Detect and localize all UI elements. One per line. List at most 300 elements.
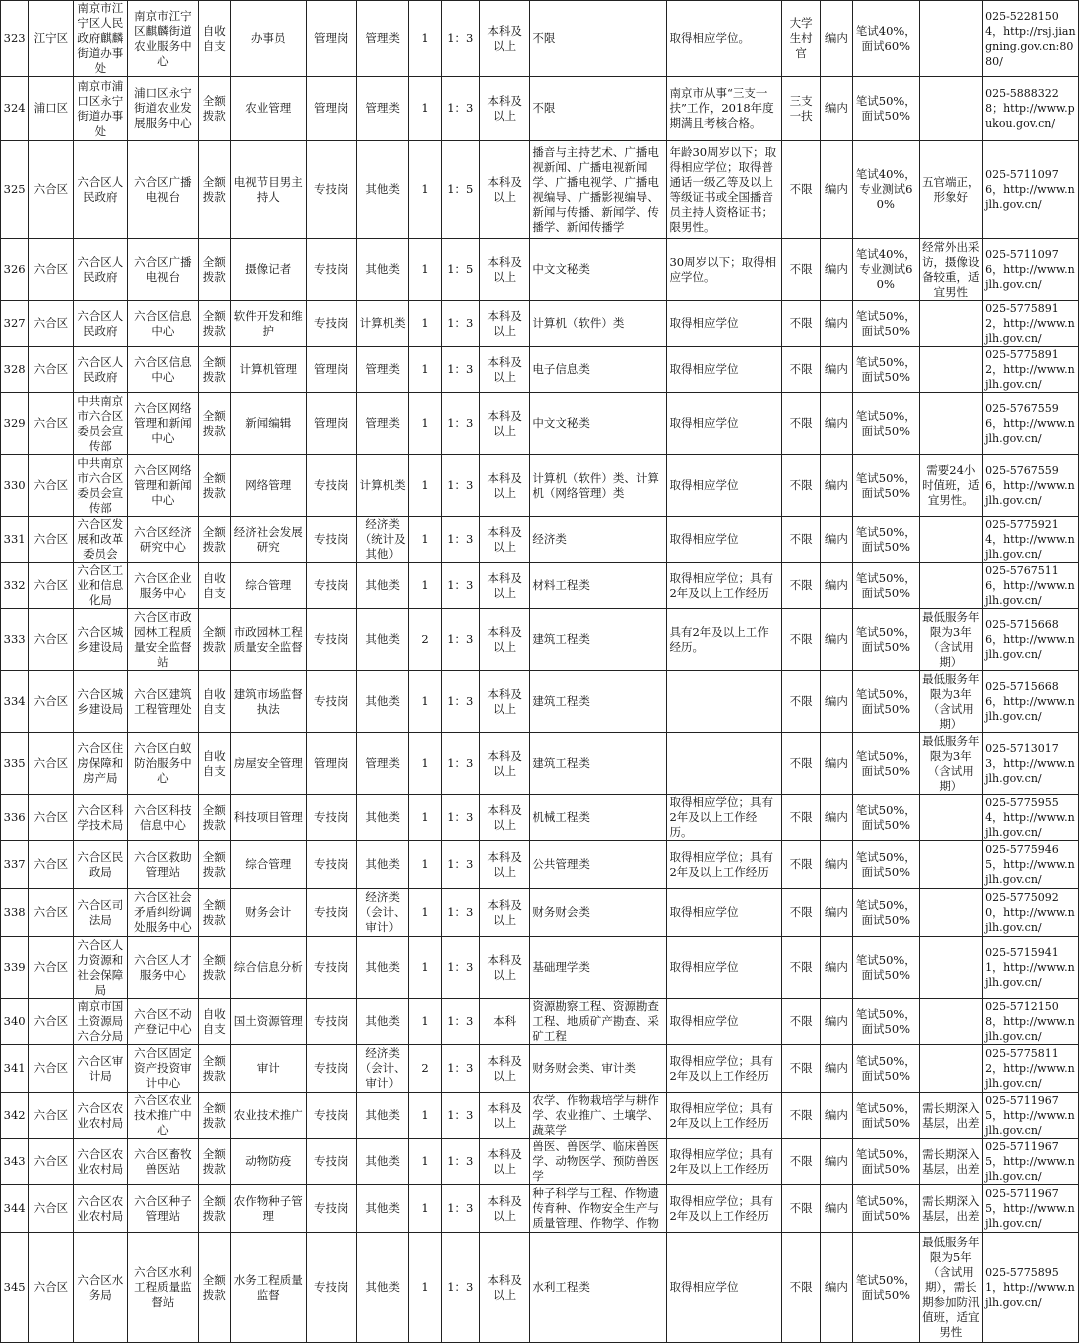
row-number-cell: 344 bbox=[1, 1185, 29, 1233]
unit-name-cell: 六合区人才服务中心 bbox=[128, 937, 199, 999]
recruit-count-cell: 1 bbox=[409, 141, 441, 239]
position-name-cell: 动物防疫 bbox=[230, 1139, 306, 1185]
unit-name-cell: 六合区固定资产投资审计中心 bbox=[128, 1045, 199, 1093]
score-weighting-cell: 笔试50%，面试50% bbox=[853, 1093, 920, 1139]
district-cell: 六合区 bbox=[29, 1139, 73, 1185]
funding-type-cell: 自收自支 bbox=[198, 671, 230, 733]
target-group-cell: 不限 bbox=[782, 795, 820, 841]
target-group-cell: 大学生村官 bbox=[782, 1, 820, 77]
post-category-cell: 管理类 bbox=[356, 393, 408, 455]
position-name-cell: 综合管理 bbox=[230, 563, 306, 609]
table-row bbox=[1, 1045, 1079, 1093]
district-cell: 六合区 bbox=[29, 517, 73, 563]
post-category-cell: 管理类 bbox=[356, 347, 408, 393]
post-type-cell: 管理岗 bbox=[306, 733, 356, 795]
contact-website-cell: 025-57119675，http://www.njlh.gov.cn/ bbox=[983, 1185, 1079, 1233]
remarks-cell bbox=[919, 1, 983, 77]
remarks-cell: 需长期深入基层，出差 bbox=[919, 1093, 983, 1139]
department-cell: 六合区审计局 bbox=[73, 1045, 127, 1093]
education-cell: 本科及以上 bbox=[479, 795, 529, 841]
remarks-cell bbox=[919, 347, 983, 393]
funding-type-cell: 全额拨款 bbox=[198, 455, 230, 517]
department-cell: 六合区人民政府 bbox=[73, 239, 127, 301]
major-cell: 基础理学类 bbox=[530, 937, 667, 999]
score-weighting-cell: 笔试50%，面试50% bbox=[853, 795, 920, 841]
exam-ratio-cell: 1：3 bbox=[441, 1139, 479, 1185]
recruit-count-cell: 1 bbox=[409, 77, 441, 141]
major-cell: 不限 bbox=[530, 1, 667, 77]
table-row bbox=[1, 1093, 1079, 1139]
post-category-cell: 其他类 bbox=[356, 609, 408, 671]
other-requirements-cell: 取得相应学位 bbox=[667, 455, 782, 517]
funding-type-cell: 全额拨款 bbox=[198, 77, 230, 141]
post-type-cell: 专技岗 bbox=[306, 999, 356, 1045]
district-cell: 江宁区 bbox=[29, 1, 73, 77]
funding-type-cell: 全额拨款 bbox=[198, 841, 230, 889]
staffing-type-cell: 编内 bbox=[820, 937, 852, 999]
funding-type-cell: 全额拨款 bbox=[198, 141, 230, 239]
contact-website-cell: 025-57759214，http://www.njlh.gov.cn/ bbox=[983, 517, 1079, 563]
target-group-cell: 不限 bbox=[782, 393, 820, 455]
department-cell: 六合区水务局 bbox=[73, 1233, 127, 1343]
education-cell: 本科及以上 bbox=[479, 1045, 529, 1093]
unit-name-cell: 六合区企业服务中心 bbox=[128, 563, 199, 609]
education-cell: 本科及以上 bbox=[479, 1139, 529, 1185]
remarks-cell bbox=[919, 1045, 983, 1093]
position-name-cell: 软件开发和维护 bbox=[230, 301, 306, 347]
post-type-cell: 专技岗 bbox=[306, 795, 356, 841]
staffing-type-cell: 编内 bbox=[820, 671, 852, 733]
unit-name-cell: 六合区广播电视台 bbox=[128, 239, 199, 301]
contact-website-cell: 025-57110976，http://www.njlh.gov.cn/ bbox=[983, 141, 1079, 239]
staffing-type-cell: 编内 bbox=[820, 239, 852, 301]
table-row bbox=[1, 1233, 1079, 1343]
education-cell: 本科及以上 bbox=[479, 393, 529, 455]
post-category-cell: 其他类 bbox=[356, 563, 408, 609]
education-cell: 本科及以上 bbox=[479, 347, 529, 393]
table-row bbox=[1, 795, 1079, 841]
other-requirements-cell: 取得相应学位；具有2年及以上工作经历 bbox=[667, 563, 782, 609]
score-weighting-cell: 笔试50%，面试50% bbox=[853, 1045, 920, 1093]
table-row bbox=[1, 141, 1079, 239]
row-number-cell: 338 bbox=[1, 889, 29, 937]
row-number-cell: 323 bbox=[1, 1, 29, 77]
recruit-count-cell: 1 bbox=[409, 733, 441, 795]
post-category-cell: 计算机类 bbox=[356, 301, 408, 347]
score-weighting-cell: 笔试50%，面试50% bbox=[853, 347, 920, 393]
contact-website-cell: 025-57758951，http://www.njlh.gov.cn/ bbox=[983, 1233, 1079, 1343]
position-name-cell: 综合管理 bbox=[230, 841, 306, 889]
department-cell: 南京市国土资源局六合分局 bbox=[73, 999, 127, 1045]
post-type-cell: 专技岗 bbox=[306, 1093, 356, 1139]
remarks-cell: 最低服务年限为3年（含试用期） bbox=[919, 671, 983, 733]
district-cell: 六合区 bbox=[29, 937, 73, 999]
target-group-cell: 不限 bbox=[782, 671, 820, 733]
target-group-cell: 不限 bbox=[782, 1185, 820, 1233]
recruit-count-cell: 1 bbox=[409, 563, 441, 609]
funding-type-cell: 全额拨款 bbox=[198, 937, 230, 999]
exam-ratio-cell: 1：3 bbox=[441, 889, 479, 937]
major-cell: 计算机（软件）类 bbox=[530, 301, 667, 347]
major-cell: 电子信息类 bbox=[530, 347, 667, 393]
recruit-count-cell: 1 bbox=[409, 889, 441, 937]
position-name-cell: 建筑市场监督执法 bbox=[230, 671, 306, 733]
contact-website-cell: 025-57159411，http://www.njlh.gov.cn/ bbox=[983, 937, 1079, 999]
department-cell: 六合区人民政府 bbox=[73, 141, 127, 239]
department-cell: 六合区住房保障和房产局 bbox=[73, 733, 127, 795]
row-number-cell: 340 bbox=[1, 999, 29, 1045]
funding-type-cell: 全额拨款 bbox=[198, 1045, 230, 1093]
post-type-cell: 管理岗 bbox=[306, 77, 356, 141]
post-type-cell: 专技岗 bbox=[306, 1233, 356, 1343]
post-category-cell: 其他类 bbox=[356, 1093, 408, 1139]
major-cell: 建筑工程类 bbox=[530, 609, 667, 671]
exam-ratio-cell: 1：3 bbox=[441, 999, 479, 1045]
contact-website-cell: 025-57675596，http://www.njlh.gov.cn/ bbox=[983, 393, 1079, 455]
district-cell: 六合区 bbox=[29, 347, 73, 393]
recruit-count-cell: 1 bbox=[409, 1093, 441, 1139]
recruit-count-cell: 1 bbox=[409, 937, 441, 999]
funding-type-cell: 全额拨款 bbox=[198, 1233, 230, 1343]
post-type-cell: 专技岗 bbox=[306, 455, 356, 517]
major-cell: 中文文秘类 bbox=[530, 239, 667, 301]
remarks-cell: 需长期深入基层，出差 bbox=[919, 1139, 983, 1185]
staffing-type-cell: 编内 bbox=[820, 1233, 852, 1343]
other-requirements-cell: 取得相应学位；具有2年及以上工作经历 bbox=[667, 1139, 782, 1185]
staffing-type-cell: 编内 bbox=[820, 1139, 852, 1185]
recruit-count-cell: 1 bbox=[409, 1139, 441, 1185]
remarks-cell: 最低服务年限为5年（含试用期），需长期参加防汛值班，适宜男性 bbox=[919, 1233, 983, 1343]
other-requirements-cell bbox=[667, 671, 782, 733]
exam-ratio-cell: 1：3 bbox=[441, 1185, 479, 1233]
funding-type-cell: 全额拨款 bbox=[198, 1185, 230, 1233]
target-group-cell: 不限 bbox=[782, 239, 820, 301]
recruit-count-cell: 1 bbox=[409, 671, 441, 733]
staffing-type-cell: 编内 bbox=[820, 455, 852, 517]
recruit-count-cell: 1 bbox=[409, 393, 441, 455]
target-group-cell: 不限 bbox=[782, 609, 820, 671]
recruit-count-cell: 1 bbox=[409, 999, 441, 1045]
funding-type-cell: 自收自支 bbox=[198, 563, 230, 609]
recruit-count-cell: 1 bbox=[409, 1233, 441, 1343]
post-category-cell: 其他类 bbox=[356, 1185, 408, 1233]
unit-name-cell: 六合区市政园林工程质量安全监督站 bbox=[128, 609, 199, 671]
funding-type-cell: 全额拨款 bbox=[198, 301, 230, 347]
major-cell: 建筑工程类 bbox=[530, 671, 667, 733]
table-row bbox=[1, 889, 1079, 937]
target-group-cell: 不限 bbox=[782, 347, 820, 393]
contact-website-cell: 025-52281504，http://rsj.jiangning.gov.cn:8080/ bbox=[983, 1, 1079, 77]
contact-website-cell: 025-57156686，http://www.njlh.gov.cn/ bbox=[983, 671, 1079, 733]
row-number-cell: 332 bbox=[1, 563, 29, 609]
department-cell: 南京市江宁区人民政府麒麟街道办事处 bbox=[73, 1, 127, 77]
exam-ratio-cell: 1：3 bbox=[441, 1045, 479, 1093]
district-cell: 六合区 bbox=[29, 563, 73, 609]
row-number-cell: 326 bbox=[1, 239, 29, 301]
exam-ratio-cell: 1：3 bbox=[441, 301, 479, 347]
row-number-cell: 329 bbox=[1, 393, 29, 455]
post-category-cell: 其他类 bbox=[356, 937, 408, 999]
department-cell: 六合区农业农村局 bbox=[73, 1093, 127, 1139]
post-type-cell: 专技岗 bbox=[306, 671, 356, 733]
recruit-count-cell: 1 bbox=[409, 517, 441, 563]
other-requirements-cell: 年龄30周岁以下；取得相应学位；取得普通话一级乙等及以上等级证书或全国播音员主持人资格证书；限男性。 bbox=[667, 141, 782, 239]
other-requirements-cell: 取得相应学位 bbox=[667, 347, 782, 393]
district-cell: 浦口区 bbox=[29, 77, 73, 141]
contact-website-cell: 025-57675596，http://www.njlh.gov.cn/ bbox=[983, 455, 1079, 517]
recruit-count-cell: 2 bbox=[409, 609, 441, 671]
major-cell: 财务财会类、审计类 bbox=[530, 1045, 667, 1093]
recruit-count-cell: 1 bbox=[409, 795, 441, 841]
position-name-cell: 市政园林工程质量安全监督 bbox=[230, 609, 306, 671]
staffing-type-cell: 编内 bbox=[820, 889, 852, 937]
exam-ratio-cell: 1：3 bbox=[441, 795, 479, 841]
post-type-cell: 专技岗 bbox=[306, 1045, 356, 1093]
district-cell: 六合区 bbox=[29, 393, 73, 455]
table-row bbox=[1, 239, 1079, 301]
district-cell: 六合区 bbox=[29, 1045, 73, 1093]
major-cell: 公共管理类 bbox=[530, 841, 667, 889]
district-cell: 六合区 bbox=[29, 733, 73, 795]
post-type-cell: 专技岗 bbox=[306, 141, 356, 239]
table-row bbox=[1, 517, 1079, 563]
unit-name-cell: 六合区社会矛盾纠纷调处服务中心 bbox=[128, 889, 199, 937]
score-weighting-cell: 笔试50%，面试50% bbox=[853, 937, 920, 999]
unit-name-cell: 六合区农业技术推广中心 bbox=[128, 1093, 199, 1139]
post-type-cell: 管理岗 bbox=[306, 1, 356, 77]
recruit-count-cell: 2 bbox=[409, 1045, 441, 1093]
position-name-cell: 农作物种子管理 bbox=[230, 1185, 306, 1233]
score-weighting-cell: 笔试50%，面试50% bbox=[853, 999, 920, 1045]
row-number-cell: 324 bbox=[1, 77, 29, 141]
unit-name-cell: 六合区白蚁防治服务中心 bbox=[128, 733, 199, 795]
other-requirements-cell: 取得相应学位；具有2年及以上工作经历 bbox=[667, 1093, 782, 1139]
position-name-cell: 办事员 bbox=[230, 1, 306, 77]
position-name-cell: 科技项目管理 bbox=[230, 795, 306, 841]
other-requirements-cell: 取得相应学位 bbox=[667, 1233, 782, 1343]
department-cell: 中共南京市六合区委员会宣传部 bbox=[73, 455, 127, 517]
major-cell: 农学、作物栽培学与耕作学、农业推广、土壤学、蔬菜学 bbox=[530, 1093, 667, 1139]
department-cell: 六合区民政局 bbox=[73, 841, 127, 889]
staffing-type-cell: 编内 bbox=[820, 841, 852, 889]
contact-website-cell: 025-57758912，http://www.njlh.gov.cn/ bbox=[983, 301, 1079, 347]
staffing-type-cell: 编内 bbox=[820, 1093, 852, 1139]
funding-type-cell: 全额拨款 bbox=[198, 517, 230, 563]
target-group-cell: 不限 bbox=[782, 141, 820, 239]
score-weighting-cell: 笔试50%，面试50% bbox=[853, 455, 920, 517]
post-type-cell: 专技岗 bbox=[306, 1185, 356, 1233]
table-row bbox=[1, 301, 1079, 347]
staffing-type-cell: 编内 bbox=[820, 733, 852, 795]
recruit-count-cell: 1 bbox=[409, 347, 441, 393]
score-weighting-cell: 笔试40%，面试60% bbox=[853, 1, 920, 77]
post-category-cell: 经济类（统计及其他） bbox=[356, 517, 408, 563]
remarks-cell bbox=[919, 841, 983, 889]
unit-name-cell: 六合区建筑工程管理处 bbox=[128, 671, 199, 733]
row-number-cell: 345 bbox=[1, 1233, 29, 1343]
exam-ratio-cell: 1：3 bbox=[441, 455, 479, 517]
post-category-cell: 其他类 bbox=[356, 671, 408, 733]
major-cell: 兽医、兽医学、临床兽医学、动物医学、预防兽医学 bbox=[530, 1139, 667, 1185]
education-cell: 本科及以上 bbox=[479, 937, 529, 999]
unit-name-cell: 六合区救助管理站 bbox=[128, 841, 199, 889]
position-name-cell: 农业技术推广 bbox=[230, 1093, 306, 1139]
contact-website-cell: 025-57119675，http://www.njlh.gov.cn/ bbox=[983, 1139, 1079, 1185]
table-row bbox=[1, 609, 1079, 671]
recruit-count-cell: 1 bbox=[409, 239, 441, 301]
position-name-cell: 国土资源管理 bbox=[230, 999, 306, 1045]
education-cell: 本科及以上 bbox=[479, 239, 529, 301]
education-cell: 本科及以上 bbox=[479, 733, 529, 795]
education-cell: 本科及以上 bbox=[479, 841, 529, 889]
funding-type-cell: 全额拨款 bbox=[198, 609, 230, 671]
staffing-type-cell: 编内 bbox=[820, 77, 852, 141]
education-cell: 本科及以上 bbox=[479, 301, 529, 347]
post-type-cell: 专技岗 bbox=[306, 301, 356, 347]
major-cell: 计算机（软件）类、计算机（网络管理）类 bbox=[530, 455, 667, 517]
post-type-cell: 专技岗 bbox=[306, 937, 356, 999]
department-cell: 六合区司法局 bbox=[73, 889, 127, 937]
district-cell: 六合区 bbox=[29, 841, 73, 889]
post-category-cell: 其他类 bbox=[356, 1233, 408, 1343]
district-cell: 六合区 bbox=[29, 999, 73, 1045]
post-type-cell: 专技岗 bbox=[306, 889, 356, 937]
major-cell: 财务财会类 bbox=[530, 889, 667, 937]
remarks-cell bbox=[919, 795, 983, 841]
recruit-count-cell: 1 bbox=[409, 1185, 441, 1233]
staffing-type-cell: 编内 bbox=[820, 999, 852, 1045]
score-weighting-cell: 笔试50%，面试50% bbox=[853, 1139, 920, 1185]
remarks-cell bbox=[919, 301, 983, 347]
score-weighting-cell: 笔试50%，面试50% bbox=[853, 517, 920, 563]
education-cell: 本科及以上 bbox=[479, 1093, 529, 1139]
education-cell: 本科及以上 bbox=[479, 889, 529, 937]
remarks-cell bbox=[919, 517, 983, 563]
education-cell: 本科及以上 bbox=[479, 1, 529, 77]
other-requirements-cell: 取得相应学位；具有2年及以上工作经历 bbox=[667, 1045, 782, 1093]
unit-name-cell: 南京市江宁区麒麟街道农业服务中心 bbox=[128, 1, 199, 77]
other-requirements-cell: 取得相应学位；具有2年及以上工作经历 bbox=[667, 841, 782, 889]
position-name-cell: 综合信息分析 bbox=[230, 937, 306, 999]
funding-type-cell: 全额拨款 bbox=[198, 889, 230, 937]
post-type-cell: 专技岗 bbox=[306, 563, 356, 609]
score-weighting-cell: 笔试50%，面试50% bbox=[853, 1233, 920, 1343]
district-cell: 六合区 bbox=[29, 141, 73, 239]
target-group-cell: 不限 bbox=[782, 301, 820, 347]
score-weighting-cell: 笔试50%，面试50% bbox=[853, 77, 920, 141]
department-cell: 六合区人民政府 bbox=[73, 347, 127, 393]
exam-ratio-cell: 1：3 bbox=[441, 1233, 479, 1343]
score-weighting-cell: 笔试50%，面试50% bbox=[853, 301, 920, 347]
unit-name-cell: 六合区网络管理和新闻中心 bbox=[128, 455, 199, 517]
post-category-cell: 管理类 bbox=[356, 77, 408, 141]
exam-ratio-cell: 1：3 bbox=[441, 671, 479, 733]
education-cell: 本科及以上 bbox=[479, 141, 529, 239]
unit-name-cell: 六合区种子管理站 bbox=[128, 1185, 199, 1233]
department-cell: 六合区人力资源和社会保障局 bbox=[73, 937, 127, 999]
department-cell: 六合区城乡建设局 bbox=[73, 609, 127, 671]
education-cell: 本科及以上 bbox=[479, 455, 529, 517]
exam-ratio-cell: 1：3 bbox=[441, 841, 479, 889]
major-cell: 种子科学与工程、作物遗传育种、作物安全生产与质量管理、作物学、作物 bbox=[530, 1185, 667, 1233]
contact-website-cell: 025-57119675，http://www.njlh.gov.cn/ bbox=[983, 1093, 1079, 1139]
exam-ratio-cell: 1：3 bbox=[441, 393, 479, 455]
other-requirements-cell: 取得相应学位 bbox=[667, 301, 782, 347]
exam-ratio-cell: 1：3 bbox=[441, 347, 479, 393]
row-number-cell: 343 bbox=[1, 1139, 29, 1185]
target-group-cell: 不限 bbox=[782, 999, 820, 1045]
district-cell: 六合区 bbox=[29, 889, 73, 937]
exam-ratio-cell: 1：3 bbox=[441, 733, 479, 795]
table-row bbox=[1, 733, 1079, 795]
other-requirements-cell: 取得相应学位 bbox=[667, 999, 782, 1045]
education-cell: 本科及以上 bbox=[479, 1233, 529, 1343]
exam-ratio-cell: 1：3 bbox=[441, 937, 479, 999]
position-name-cell: 水务工程质量监督 bbox=[230, 1233, 306, 1343]
contact-website-cell: 025-57130173，http://www.njlh.gov.cn/ bbox=[983, 733, 1079, 795]
major-cell: 水利工程类 bbox=[530, 1233, 667, 1343]
district-cell: 六合区 bbox=[29, 239, 73, 301]
target-group-cell: 三支一扶 bbox=[782, 77, 820, 141]
unit-name-cell: 六合区广播电视台 bbox=[128, 141, 199, 239]
recruit-count-cell: 1 bbox=[409, 301, 441, 347]
row-number-cell: 335 bbox=[1, 733, 29, 795]
remarks-cell: 经常外出采访，摄像设备较重，适宜男性 bbox=[919, 239, 983, 301]
other-requirements-cell: 30周岁以下；取得相应学位。 bbox=[667, 239, 782, 301]
target-group-cell: 不限 bbox=[782, 733, 820, 795]
staffing-type-cell: 编内 bbox=[820, 393, 852, 455]
post-type-cell: 专技岗 bbox=[306, 1139, 356, 1185]
education-cell: 本科及以上 bbox=[479, 671, 529, 733]
district-cell: 六合区 bbox=[29, 609, 73, 671]
unit-name-cell: 六合区水利工程质量监督站 bbox=[128, 1233, 199, 1343]
score-weighting-cell: 笔试50%，面试50% bbox=[853, 563, 920, 609]
major-cell: 中文文秘类 bbox=[530, 393, 667, 455]
contact-website-cell: 025-58883228；http://www.pukou.gov.cn/ bbox=[983, 77, 1079, 141]
target-group-cell: 不限 bbox=[782, 841, 820, 889]
table-row bbox=[1, 393, 1079, 455]
row-number-cell: 342 bbox=[1, 1093, 29, 1139]
target-group-cell: 不限 bbox=[782, 1233, 820, 1343]
education-cell: 本科及以上 bbox=[479, 1185, 529, 1233]
remarks-cell: 需要24小时值班，适宜男性。 bbox=[919, 455, 983, 517]
exam-ratio-cell: 1：3 bbox=[441, 1093, 479, 1139]
district-cell: 六合区 bbox=[29, 671, 73, 733]
post-category-cell: 经济类（会计、审计） bbox=[356, 889, 408, 937]
contact-website-cell: 025-57759554，http://www.njlh.gov.cn/ bbox=[983, 795, 1079, 841]
contact-website-cell: 025-57121508，http://www.njlh.gov.cn/ bbox=[983, 999, 1079, 1045]
funding-type-cell: 全额拨款 bbox=[198, 795, 230, 841]
post-category-cell: 管理类 bbox=[356, 1, 408, 77]
row-number-cell: 334 bbox=[1, 671, 29, 733]
post-category-cell: 其他类 bbox=[356, 1139, 408, 1185]
unit-name-cell: 六合区经济研究中心 bbox=[128, 517, 199, 563]
department-cell: 六合区农业农村局 bbox=[73, 1139, 127, 1185]
exam-ratio-cell: 1：3 bbox=[441, 1, 479, 77]
district-cell: 六合区 bbox=[29, 301, 73, 347]
recruit-count-cell: 1 bbox=[409, 455, 441, 517]
other-requirements-cell bbox=[667, 733, 782, 795]
unit-name-cell: 六合区不动产登记中心 bbox=[128, 999, 199, 1045]
recruit-count-cell: 1 bbox=[409, 1, 441, 77]
major-cell: 播音与主持艺术、广播电视新闻、广播电视新闻学、广播电视学、广播电视编导、广播影视编导、新闻与传播、新闻学、传播学、新闻传播学 bbox=[530, 141, 667, 239]
score-weighting-cell: 笔试50%，面试50% bbox=[853, 609, 920, 671]
remarks-cell bbox=[919, 563, 983, 609]
district-cell: 六合区 bbox=[29, 1185, 73, 1233]
funding-type-cell: 全额拨款 bbox=[198, 1093, 230, 1139]
table-row bbox=[1, 77, 1079, 141]
major-cell: 建筑工程类 bbox=[530, 733, 667, 795]
